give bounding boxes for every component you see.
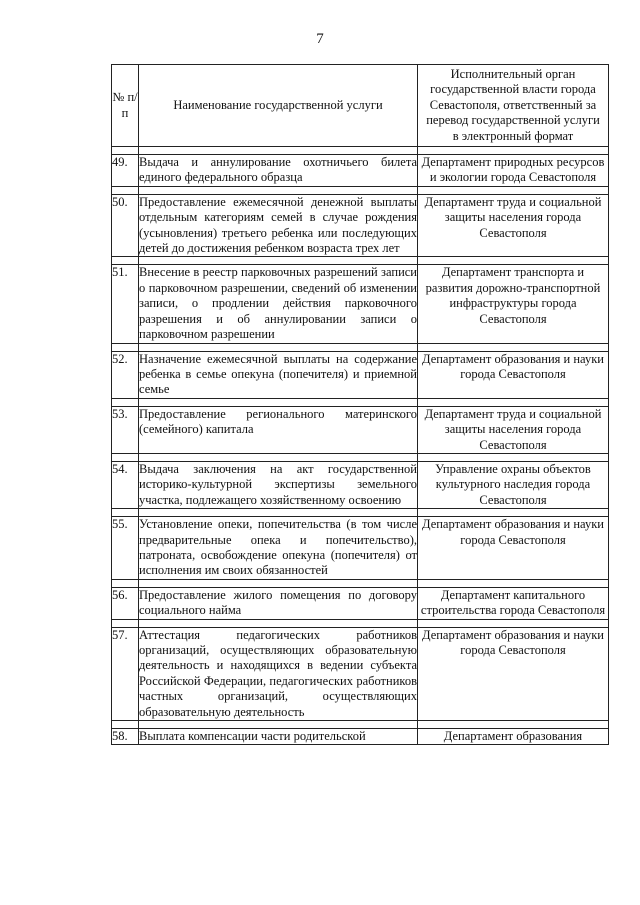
row-number: 58. — [112, 729, 139, 745]
table-row — [112, 461, 609, 508]
gap-cell — [139, 257, 418, 265]
gap-cell — [418, 721, 609, 729]
table-row — [112, 351, 609, 398]
table-row — [112, 517, 609, 580]
responsible-body: Департамент образования и науки города Севастополя — [418, 351, 609, 398]
row-number: 49. — [112, 155, 139, 187]
row-gap — [112, 619, 609, 627]
service-name: Установление опеки, попечительства (в том числе предварительные опека и попечительство), патроната, освобождение опекуна (попечителя) от исполнения им своих обязанностей — [139, 517, 417, 578]
row-number: 50. — [112, 194, 139, 257]
responsible-body: Департамент образования — [418, 729, 609, 745]
table-header-row — [112, 65, 609, 147]
gap-cell — [112, 453, 139, 461]
row-gap — [112, 147, 609, 155]
responsible-body: Департамент природных ресурсов и экологии города Севастополя — [418, 155, 609, 187]
service-name: Выдача заключения на акт государственной историко-культурной экспертизы земельного участка, подлежащего хозяйственному освоению — [139, 461, 417, 507]
table-row — [112, 627, 609, 720]
row-gap — [112, 579, 609, 587]
gap-cell — [139, 398, 418, 406]
row-gap — [112, 721, 609, 729]
page-number: 7 — [316, 31, 324, 47]
gap-cell — [418, 619, 609, 627]
responsible-body: Департамент транспорта и развития дорожно-транспортной инфраструктуры города Севастополя — [418, 265, 609, 343]
gap-cell — [112, 398, 139, 406]
row-gap — [112, 453, 609, 461]
gap-cell — [139, 619, 418, 627]
services-table — [111, 64, 609, 745]
gap-cell — [112, 147, 139, 155]
service-name: Выплата компенсации части родительской — [139, 729, 418, 745]
gap-cell — [139, 509, 418, 517]
row-gap — [112, 186, 609, 194]
gap-cell — [139, 343, 418, 351]
service-name: Аттестация педагогических работников организаций, осуществляющих образовательную деятельность и находящихся в ведении субъекта Российской Федерации, педагогических работников частных организаций, осуществляющих образовательную деятельность — [139, 627, 417, 719]
gap-cell — [418, 147, 609, 155]
table-row — [112, 155, 609, 187]
responsible-body: Департамент образования и науки города Севастополя — [418, 627, 609, 720]
row-number: 57. — [112, 627, 139, 720]
header-number: № п/п — [112, 65, 139, 147]
gap-cell — [112, 509, 139, 517]
service-name: Предоставление жилого помещения по договору социального найма — [139, 587, 417, 618]
table-row — [112, 729, 609, 745]
responsible-body: Департамент труда и социальной защиты населения города Севастополя — [418, 194, 609, 257]
service-name: Назначение ежемесячной выплаты на содержание ребенка в семье опекуна (попечителя) и приемной семье — [139, 351, 417, 397]
gap-cell — [418, 257, 609, 265]
row-number: 52. — [112, 351, 139, 398]
row-number: 53. — [112, 406, 139, 453]
gap-cell — [139, 186, 418, 194]
gap-cell — [112, 343, 139, 351]
gap-cell — [418, 509, 609, 517]
table-row — [112, 587, 609, 619]
responsible-body: Департамент образования и науки города Севастополя — [418, 517, 609, 580]
gap-cell — [112, 257, 139, 265]
header-service-name: Наименование государственной услуги — [139, 65, 418, 147]
gap-cell — [112, 721, 139, 729]
responsible-body: Управление охраны объектов культурного наследия города Севастополя — [418, 461, 609, 508]
gap-cell — [418, 579, 609, 587]
row-number: 55. — [112, 517, 139, 580]
service-name: Предоставление ежемесячной денежной выплаты отдельным категориям семей в случае рождения (усыновления) третьего ребенка или последующих детей до достижения ребенком возраста трех лет — [139, 194, 417, 256]
row-number: 56. — [112, 587, 139, 619]
gap-cell — [418, 186, 609, 194]
gap-cell — [139, 453, 418, 461]
row-gap — [112, 398, 609, 406]
row-gap — [112, 257, 609, 265]
row-number: 51. — [112, 265, 139, 343]
table-row — [112, 194, 609, 257]
gap-cell — [112, 619, 139, 627]
gap-cell — [139, 721, 418, 729]
service-name: Предоставление регионального материнского (семейного) капитала — [139, 406, 418, 453]
gap-cell — [112, 579, 139, 587]
responsible-body: Департамент труда и социальной защиты населения города Севастополя — [418, 406, 609, 453]
row-number: 54. — [112, 461, 139, 508]
table-row — [112, 265, 609, 343]
service-name: Внесение в реестр парковочных разрешений записи о парковочном разрешении, сведений об изменении записи, о продлении действия парковочного разрешения и об аннулировании записи о парковочном разрешении — [139, 265, 417, 342]
row-gap — [112, 343, 609, 351]
header-responsible-body: Исполнительный орган государственной власти города Севастополя, ответственный за перевод государственной услуги в электронный формат — [418, 65, 609, 147]
row-gap — [112, 509, 609, 517]
gap-cell — [418, 453, 609, 461]
table-row — [112, 406, 609, 453]
gap-cell — [418, 343, 609, 351]
gap-cell — [418, 398, 609, 406]
gap-cell — [139, 147, 418, 155]
responsible-body: Департамент капитального строительства города Севастополя — [418, 587, 609, 619]
gap-cell — [139, 579, 418, 587]
service-name: Выдача и аннулирование охотничьего билета единого федерального образца — [139, 155, 417, 185]
gap-cell — [112, 186, 139, 194]
